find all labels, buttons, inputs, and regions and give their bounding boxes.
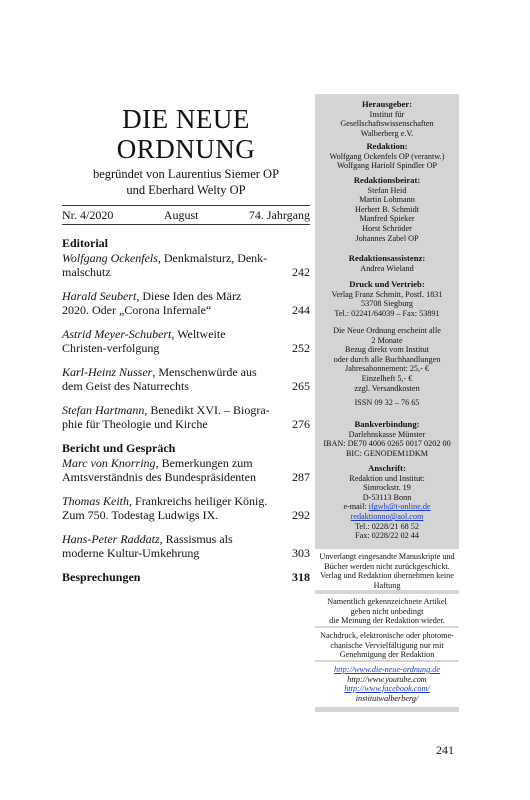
toc-entry[interactable] — [62, 532, 310, 560]
toc-entry-text — [62, 365, 270, 393]
toc-entry-text — [62, 532, 270, 560]
bank-block — [315, 420, 459, 458]
toc-entry-text — [62, 456, 270, 484]
text-lines — [315, 152, 459, 171]
text-line: D-53113 Bonn — [362, 492, 412, 502]
text-lines — [315, 290, 459, 319]
facebook-path: institutwalberberg/ — [355, 693, 419, 703]
toc-entry[interactable] — [62, 251, 310, 279]
email-link-2[interactable]: redaktionno@aol.com — [350, 511, 424, 521]
toc-entry[interactable] — [62, 365, 310, 393]
issn: ISSN 09 32 – 76 65 — [354, 398, 420, 407]
issn-block — [315, 398, 459, 408]
web-links-block — [315, 662, 459, 707]
toc-author: Karl-Heinz Nusser — [62, 365, 153, 379]
text-line: Simrockstr. 19 — [363, 483, 411, 493]
text-line: Institut für — [369, 109, 405, 119]
text-line: IBAN: DE70 4006 0265 0017 0202 00 — [323, 439, 451, 449]
report-list — [62, 456, 310, 560]
text-line: Stefan Heid — [367, 185, 407, 195]
text-line: Martin Lohmann — [359, 195, 415, 205]
text-line: Namentlich gekennzeichnete Artikel — [327, 597, 447, 606]
section-heading-report: Bericht und Gespräch — [62, 441, 176, 455]
text-line: chanische Vervielfältigung nur mit — [330, 640, 444, 650]
text-line: Redaktion und Institut: — [349, 473, 425, 483]
toc-entry-text — [62, 289, 270, 317]
notice-block-1 — [315, 549, 459, 590]
journal-title — [62, 104, 310, 164]
toc-author: Stefan Hartmann — [62, 403, 145, 417]
text-line: Andrea Wieland — [360, 263, 414, 273]
assistant-heading: Redaktionsassistenz: — [348, 253, 426, 263]
facebook-link[interactable]: http://www.facebook.com/ — [344, 684, 430, 694]
text-line: Walberberg e.V. — [360, 128, 414, 138]
masthead-sidebar — [315, 94, 459, 712]
text-lines — [315, 474, 459, 503]
issue-number: Nr. 4/2020 — [62, 208, 114, 222]
print-block — [315, 280, 459, 318]
bank-heading: Bankverbindung: — [354, 419, 420, 429]
text-line: oder durch alle Buchhandlungen — [333, 354, 441, 364]
toc-page-number: 303 — [292, 546, 310, 560]
notice-block-3 — [315, 628, 459, 660]
title-line-1: DIE NEUE — [122, 104, 250, 134]
reviews-row[interactable] — [62, 570, 310, 584]
toc-title: , Frankreichs heiliger König. Zum 750. Todestag Ludwigs IX. — [62, 494, 268, 522]
text-line: Unverlangt eingesandte Manuskripte und — [319, 552, 455, 561]
text-line: Wolfgang Hariolf Spindler OP — [336, 161, 438, 171]
section-heading-editorial: Editorial — [62, 236, 109, 250]
toc-entry-text — [62, 403, 270, 431]
toc-page-number: 252 — [292, 341, 310, 355]
text-lines — [315, 631, 459, 660]
text-lines — [315, 522, 459, 541]
toc-author: Wolfgang Ockenfels — [62, 251, 158, 265]
email-link-1[interactable]: ifgwb@t-online.de — [368, 502, 431, 512]
text-line: Einzelheft 5,- € — [361, 373, 413, 383]
founders-line-2: und Eberhard Welty OP — [126, 183, 246, 197]
text-lines — [315, 597, 459, 626]
toc-author: Hans-Peter Raddatz — [62, 532, 160, 546]
text-lines — [315, 264, 459, 274]
toc-page-number: 276 — [292, 417, 310, 431]
text-line: Fax: 0228/22 02 44 — [355, 531, 419, 541]
toc-page-number: 318 — [292, 570, 310, 584]
text-line: Genehmigung der Redaktion — [339, 650, 435, 660]
toc-page-number: 287 — [292, 470, 310, 484]
email-label: e-mail: — [343, 502, 369, 512]
publisher-block — [315, 100, 459, 138]
founders — [62, 166, 310, 198]
text-line: geben nicht unbedingt — [350, 606, 424, 616]
toc-title: , Denkmalsturz, Denk-malschutz — [62, 251, 268, 279]
text-line: Wolfgang Ockenfels OP (verantw.) — [329, 151, 445, 161]
toc-entry[interactable] — [62, 327, 310, 355]
table-of-contents — [62, 236, 310, 584]
toc-author: Thomas Keith — [62, 494, 130, 508]
publisher-heading: Herausgeber: — [361, 99, 413, 109]
toc-title: , Bemerkungen zum Amtsverständnis des Bundespräsidenten — [62, 456, 256, 484]
text-line: Bücher werden nicht zurückgeschickt. — [324, 561, 450, 571]
notice-block-2 — [315, 594, 459, 626]
print-heading: Druck und Vertrieb: — [349, 279, 425, 289]
toc-entry-text — [62, 494, 270, 522]
address-heading: Anschrift: — [368, 463, 406, 473]
email-line — [315, 502, 459, 512]
title-line-2: ORDNUNG — [116, 134, 256, 164]
toc-page-number: 265 — [292, 379, 310, 393]
editors-block — [315, 142, 459, 171]
text-line: Johannes Zabel OP — [355, 233, 419, 243]
toc-author: Astrid Meyer-Schubert — [62, 327, 172, 341]
assistant-block — [315, 254, 459, 273]
toc-title: , Rassismus als moderne Kultur-Umkehrung — [62, 532, 233, 560]
toc-entry[interactable] — [62, 403, 310, 431]
toc-page-number: 242 — [292, 265, 310, 279]
editors-heading: Redaktion: — [366, 141, 408, 151]
text-lines — [315, 326, 459, 393]
toc-entry-text — [62, 251, 270, 279]
issue-info — [62, 208, 310, 223]
text-line: Gesellschaftswissenschaften — [340, 119, 434, 129]
text-line: Horst Schröder — [362, 223, 412, 233]
schedule-block — [315, 326, 459, 393]
text-line: Bezug direkt vom Institut — [345, 345, 429, 355]
issue-month: August — [163, 208, 199, 222]
founders-line-1: begründet von Laurentius Siemer OP — [92, 167, 280, 181]
section-heading-reviews: Besprechungen — [62, 570, 141, 584]
text-line: Darlehnskasse Münster — [348, 429, 426, 439]
board-block — [315, 176, 459, 243]
text-lines — [315, 552, 459, 590]
text-line: Nachdruck, elektronische oder photome- — [320, 631, 454, 640]
toc-page-number: 292 — [292, 508, 310, 522]
toc-entry[interactable] — [62, 494, 310, 522]
text-line: 53708 Siegburg — [361, 299, 413, 309]
text-lines — [315, 186, 459, 244]
toc-page-number: 244 — [292, 303, 310, 317]
toc-title: , Menschenwürde aus dem Geist des Naturrechts — [62, 365, 257, 393]
toc-title: , Benedikt XVI. – Biogra-phie für Theologie und Kirche — [62, 403, 270, 431]
text-line: die Meinung der Redaktion wieder. — [329, 616, 445, 626]
text-line: Tel.: 0228/21 68 52 — [354, 521, 419, 531]
board-heading: Redaktionsbeirat: — [353, 175, 421, 185]
text-line: Haftung — [373, 580, 401, 590]
toc-title: , Weltweite Christen-verfolgung — [62, 327, 226, 355]
text-line: Verlag Franz Schmitt, Postf. 1831 — [331, 289, 443, 299]
text-line: Die Neue Ordnung erscheint alle — [333, 326, 441, 335]
text-line: 2 Monate — [371, 335, 403, 345]
text-lines — [315, 430, 459, 459]
text-line: Verlag und Redaktion übernehmen keine — [320, 571, 454, 581]
youtube-link[interactable]: http://www.youtube.com — [347, 674, 427, 684]
text-line: BIC: GENODEM1DKM — [345, 448, 429, 458]
toc-author: Harald Seubert — [62, 289, 137, 303]
text-lines — [315, 110, 459, 139]
text-line: Jahresabonnement: 25,- € — [345, 364, 429, 374]
website-link[interactable]: http://www.die-neue-ordnung.de — [334, 665, 440, 674]
toc-title: , Diese Iden des März 2020. Oder „Corona Infernale“ — [62, 289, 242, 317]
toc-entry-text — [62, 327, 270, 355]
address-block — [315, 464, 459, 541]
toc-entry[interactable] — [62, 289, 310, 317]
divider — [62, 205, 310, 206]
text-line: Manfred Spieker — [359, 214, 415, 224]
toc-author: Marc von Knorring — [62, 456, 156, 470]
issue-volume: 74. Jahrgang — [248, 208, 310, 222]
toc-entry[interactable] — [62, 456, 310, 484]
page-number: 241 — [436, 743, 454, 757]
editorial-list — [62, 251, 310, 431]
divider — [62, 224, 310, 225]
text-line: Tel.: 02241/64039 – Fax: 53891 — [334, 308, 440, 318]
text-line: zzgl. Versandkosten — [354, 383, 420, 393]
text-line: Herbert B. Schmidt — [355, 204, 419, 214]
